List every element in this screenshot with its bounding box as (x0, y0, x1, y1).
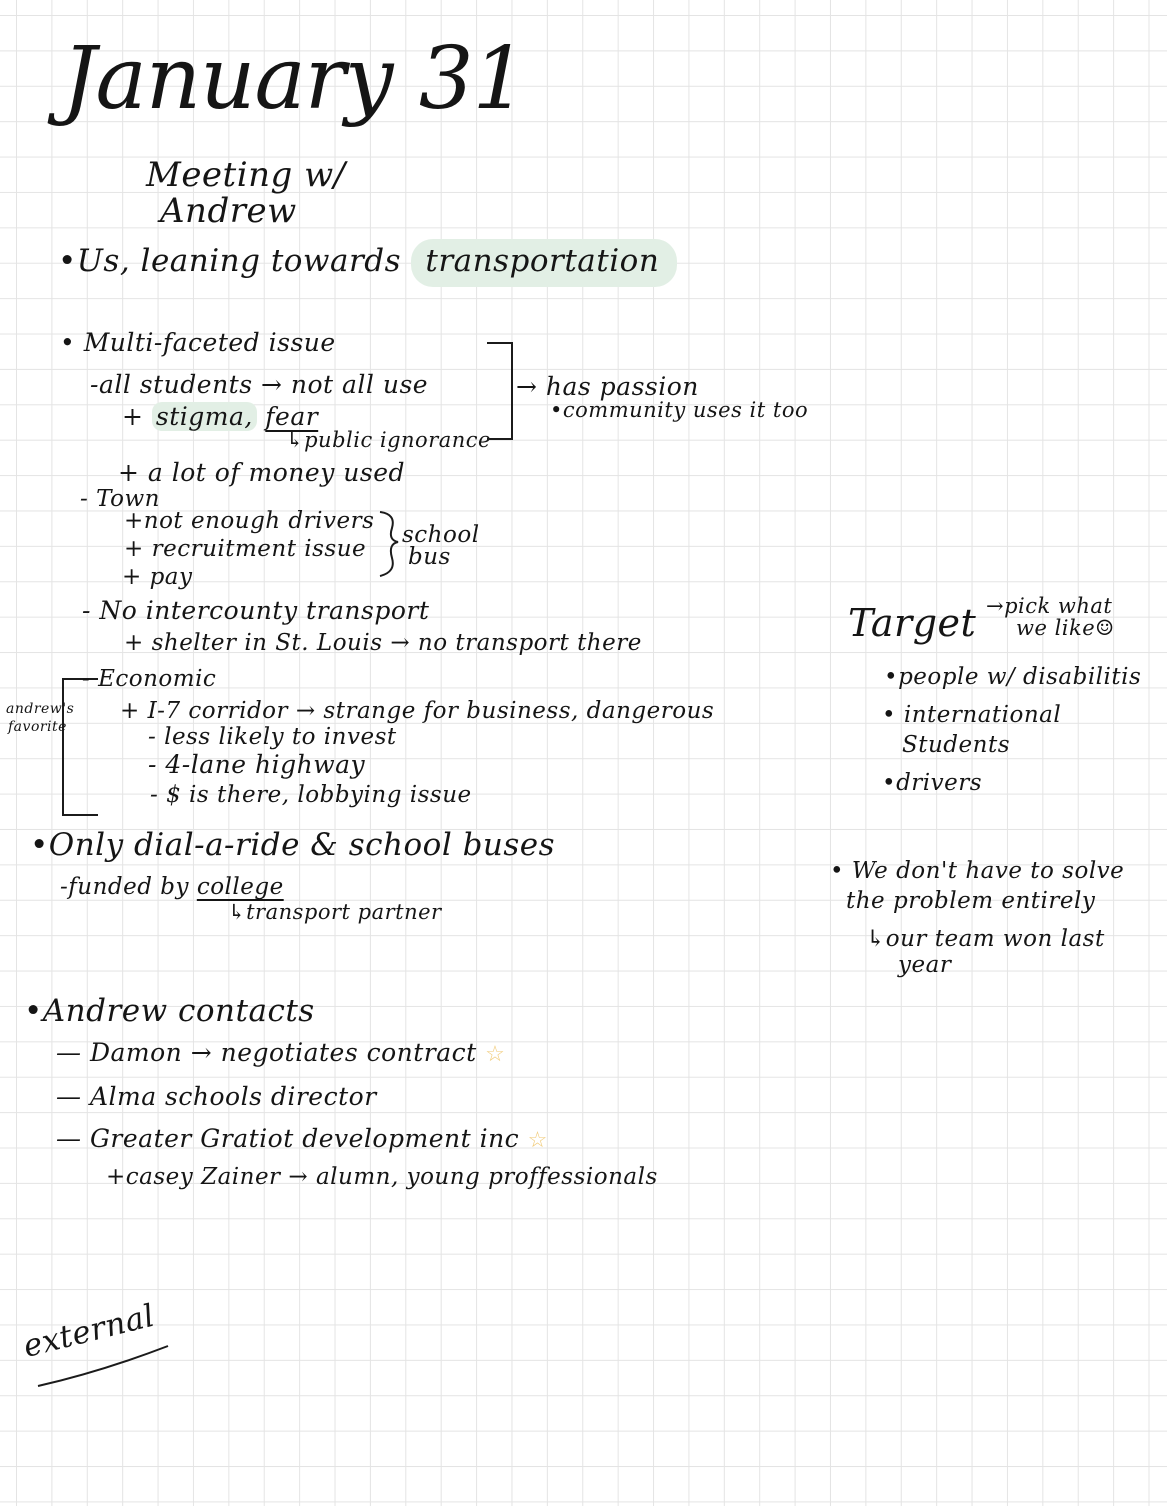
passion-note: → has passion (516, 372, 699, 401)
we-like-note: we like☺ (1016, 616, 1115, 640)
pay-note: + pay (122, 564, 193, 590)
stigma-plus: + (122, 402, 144, 431)
side-note-line: • We don't have to solve (830, 858, 1125, 884)
alma-contact: — Alma schools director (56, 1082, 377, 1111)
college-word: college (196, 874, 284, 900)
school-label: school (402, 522, 480, 548)
intercounty-note: - No intercounty transport (82, 596, 430, 625)
damon-text: — Damon → negotiates contract (56, 1038, 477, 1067)
favorite-label-2: favorite (8, 719, 67, 735)
shelter-note: + shelter in St. Louis → no transport there (124, 630, 642, 656)
stigma-highlight: stigma, (152, 402, 257, 431)
side-note-line: ↳our team won last (866, 926, 1105, 952)
pick-what-note: →pick what (986, 594, 1113, 618)
meeting-subtitle: Meeting w/ (146, 155, 346, 195)
corridor-note: + I-7 corridor → strange for business, dangerous (120, 698, 715, 724)
public-ignorance-note: ↳public ignorance (286, 428, 491, 452)
highway-note: - 4-lane highway (148, 750, 366, 779)
gratiot-text: — Greater Gratiot development inc (56, 1124, 520, 1153)
side-note-line: year (898, 952, 952, 978)
external-label: external (19, 1297, 159, 1365)
contacts-heading: •Andrew contacts (24, 993, 315, 1029)
dial-a-ride-note: •Only dial-a-ride & school buses (30, 827, 556, 863)
target-item: •drivers (882, 770, 983, 796)
star-icon: ☆ (527, 1128, 548, 1153)
recruitment-note: + recruitment issue (124, 536, 367, 562)
economic-heading: - Economic (82, 666, 217, 692)
transportation-highlight: transportation (411, 239, 677, 287)
fear-word: fear (265, 402, 319, 431)
favorite-label-1: andrew's (6, 701, 75, 717)
funded-text: -funded by (60, 874, 189, 900)
drivers-note: +not enough drivers (124, 508, 375, 534)
target-item: Students (902, 732, 1011, 758)
community-note: •community uses it too (550, 398, 809, 422)
leaning-text: •Us, leaning towards (58, 243, 402, 279)
target-item: •people w/ disabilitis (884, 664, 1142, 690)
lobbying-note: - $ is there, lobbying issue (150, 782, 472, 808)
page-title: January 31 (62, 29, 527, 129)
bus-label: bus (408, 544, 451, 570)
money-note: + a lot of money used (118, 458, 405, 487)
students-note: -all students → not all use (90, 370, 429, 399)
star-icon: ☆ (485, 1042, 506, 1067)
casey-contact: +casey Zainer → alumn, young proffessionals (106, 1164, 658, 1190)
side-note-line: the problem entirely (846, 888, 1096, 914)
target-item: • international (882, 702, 1062, 728)
transport-partner-note: ↳transport partner (228, 900, 442, 924)
target-heading: Target (848, 601, 977, 645)
invest-note: - less likely to invest (148, 724, 397, 750)
meeting-subtitle-name: Andrew (160, 191, 297, 231)
town-heading: - Town (80, 486, 160, 512)
multi-faceted-heading: • Multi-faceted issue (60, 328, 336, 357)
